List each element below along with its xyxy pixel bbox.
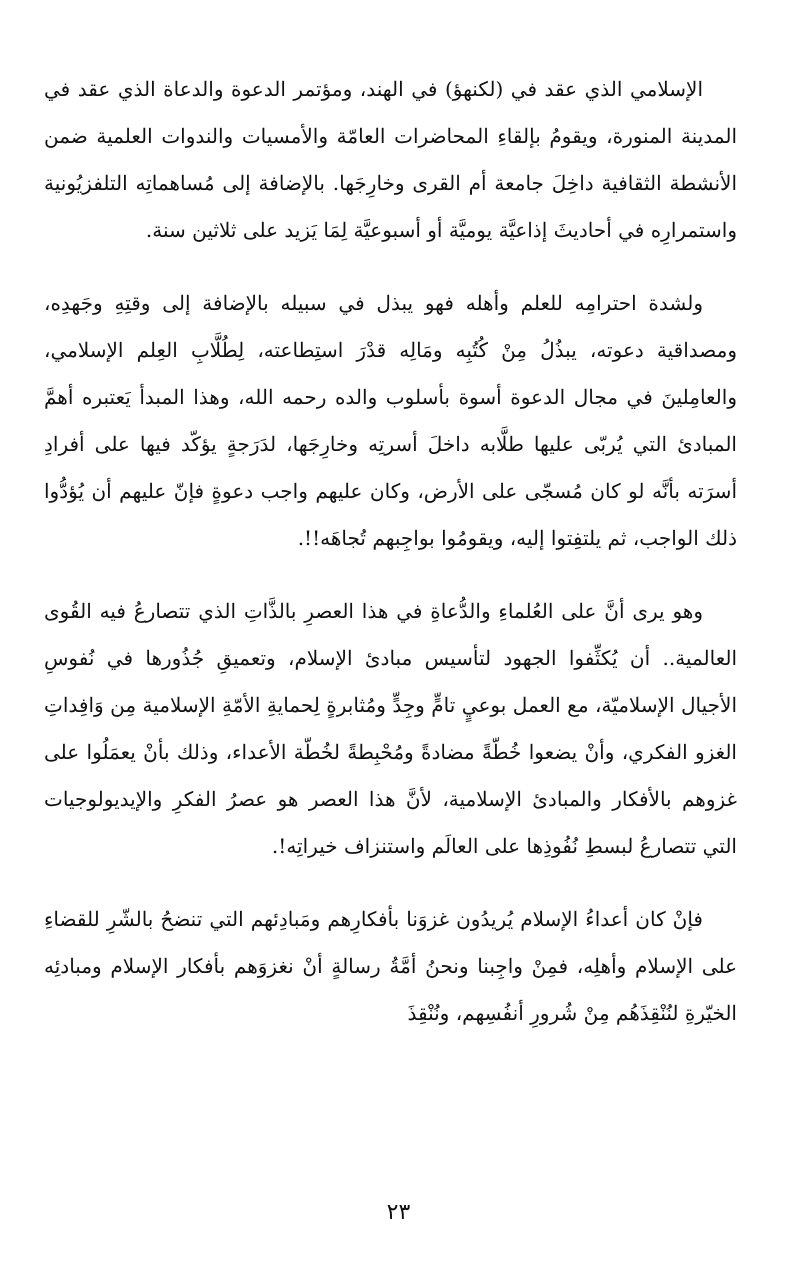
body-text — [44, 66, 737, 1063]
page-number: ٢٣ — [386, 1200, 411, 1225]
paragraph-1: الإسلامي الذي عقد في (لكنهؤ) في الهند، ومؤتمر الدعوة والدعاة الذي عقد في المدينة المنورة، ويقومُ بإلقاءِ المحاضرات العامّة والأمسيات والندوات العلمية ضمن الأنشطة الثقافية داخِلَ جامعة أم القرى وخارِجَها. بالإضافة إلى مُساهماتِه التلفزيُونية واستمرارِه في أحاديثَ إذاعيَّة يوميَّة أو أسبوعيَّة لِمَا يَزيد على ثلاثين سنة. — [44, 77, 737, 242]
paragraph-3: وهو يرى أنَّ على العُلماءِ والدُّعاةِ في هذا العصرِ بالذَّاتِ الذي تتصارعُ فيه القُوى العالمية.. أن يُكثِّفوا الجهود لتأسيس مبادئ الإسلام، وتعميقِ جُذُورها في نُفوسِ الأجيال الإسلاميّة، مع العمل بوعيٍ تامٍّ وجِدٍّ ومُثابرةٍ لِحمايةِ الأمّةِ الإسلامية مِن وَافِداتِ الغزو الفكري، وأنْ يضعوا خُطّةً مضادةً ومُحْبِطةً لخُطّة الأعداء، وذلك بأنْ يعمَلُوا على غزوهم بالأفكار والمبادئ الإسلامية، لأنَّ هذا العصر هو عصرُ الفكرِ والإيديولوجيات التي تتصارعُ لبسطِ نُفُوذِها على العالَم واستنزاف خيراتِه!. — [44, 599, 737, 858]
paragraph-4: فإنْ كان أعداءُ الإسلام يُريدُون غزوَنا بأفكارِهم ومَبادِئهم التي تنضحُ بالشّرِ للقضاءِ على الإسلام وأهلِه، فمِنْ واجِبنا ونحنُ أمَّةُ رسالةٍ أنْ نغزوَهم بأفكار الإسلام ومبادئِه الخيّرةِ لنُنْقِذَهُم مِنْ شُرورِ أنفُسِهم، ونُنْقِذَ — [44, 907, 737, 1025]
paragraph-2: ولشدة احترامِه للعلم وأهله فهو يبذل في سبيله بالإضافة إلى وقتِهِ وجَهدِه، ومصداقية دعوته، يبذُلُ مِنْ كُتُبِه ومَالِه قدْرَ استِطاعته، لِطُلَّابِ العِلم الإسلامي، والعامِلينَ في مجال الدعوة أسوة بأسلوب والده رحمه الله، وهذا المبدأ يَعتبره أهمَّ المبادئ التي يُربّى عليها طلَّابه داخلَ أسرتِه وخارِجَها، لدَرَجةٍ يؤكّد فيها على أفرادِ أسرَته بأنَّه لو كان مُسجّى على الأرض، وكان عليهم واجب دعوةٍ فإنّ عليهم أن يُؤدُّوا ذلك الواجب، ثم يلتفِتوا إليه، ويقومُوا بواجِبهم تُجاهَه!!. — [44, 291, 737, 550]
